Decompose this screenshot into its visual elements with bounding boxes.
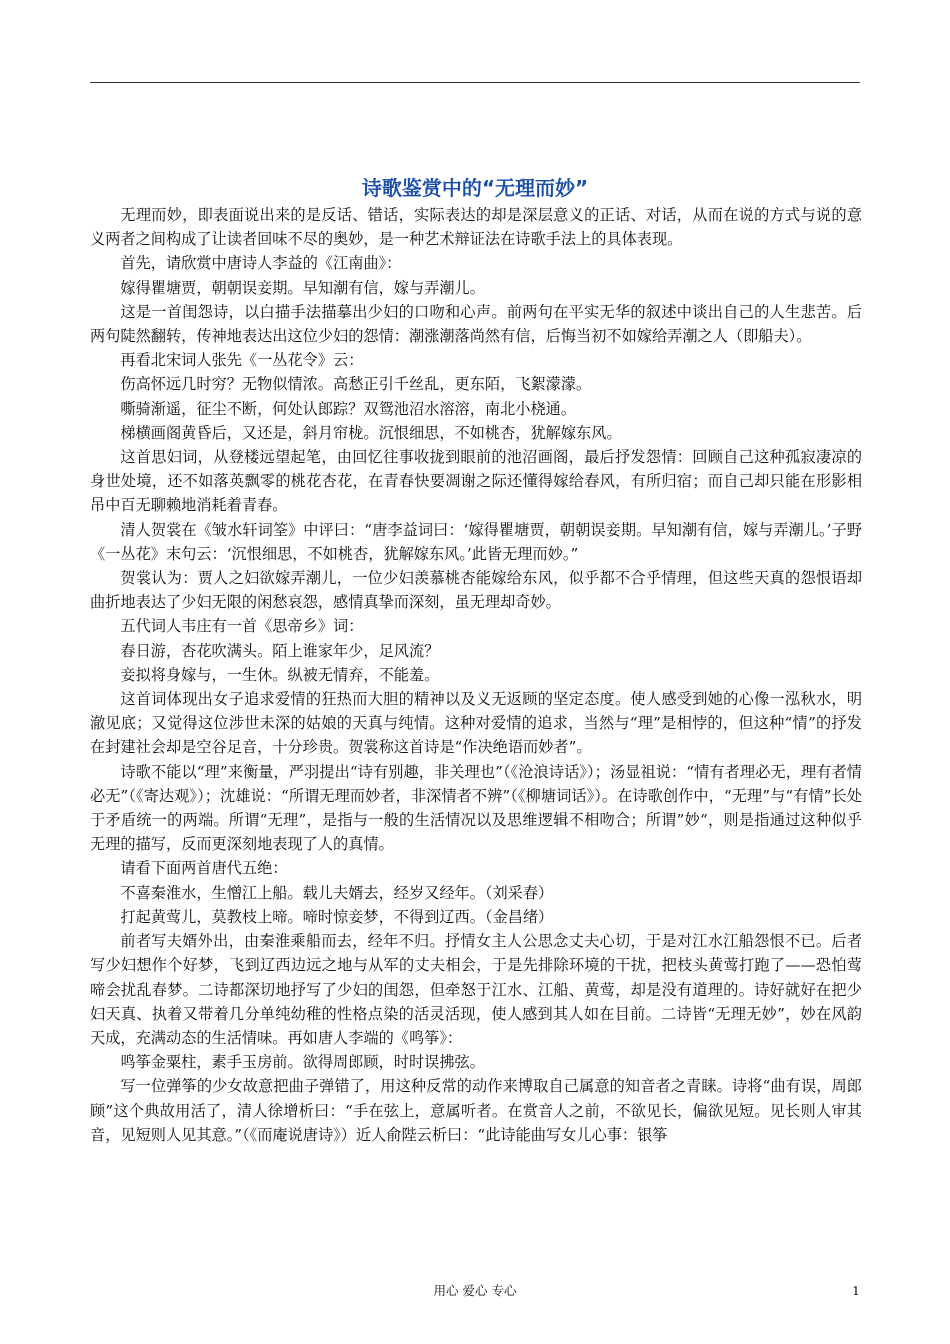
- paragraph: 前者写夫婿外出，由秦淮乘船而去，经年不归。抒情女主人公思念丈夫心切，于是对江水江船怨恨不已。后者写少妇想作个好梦，飞到辽西边远之地与从军的丈夫相会，于是先排除环境的干扰，把枝头黄莺打跑了——恐怕莺啼会扰乱春梦。二诗都深切地抒写了少妇的闺怨，但牵怒于江水、江船、黄莺，却是没有道理的。诗好就好在把少妇天真、执着又带着几分单纯幼稚的性格点染的活灵活现，使人感到其人如在目前。二诗皆“无理无妙”，妙在风韵天成，充满动态的生活情味。再如唐人李端的《鸣筝》：: [90, 932, 862, 1047]
- header-rule: [90, 82, 860, 83]
- poem-line: 不喜秦淮水，生憎江上船。载儿夫婿去，经岁又经年。（刘采春）: [120, 883, 554, 902]
- poem-line: 鸣筝金粟柱，素手玉房前。欲得周郎顾，时时误拂弦。: [120, 1053, 485, 1072]
- paragraph: 请看下面两首唐代五绝：: [120, 859, 288, 878]
- paragraph: 首先，请欣赏中唐诗人李益的《江南曲》：: [120, 254, 402, 273]
- poem-line: 妾拟将身嫁与，一生休。纵被无情弃，不能羞。: [120, 665, 440, 684]
- paragraph: 这首思妇词，从登楼远望起笔，由回忆往事收拢到眼前的池沼画阁，最后抒发怨情：回顾自己这种孤寂凄凉的身世处境，还不如落英飘零的桃花杏花，在青春快要凋谢之际还懂得嫁给春风，有所归宿；而自己却只能在形影相吊中百无聊赖地消耗着青春。: [90, 448, 862, 515]
- paragraph: 无理而妙，即表面说出来的是反话、错话，实际表达的却是深层意义的正话、对话，从而在说的方式与说的意义两者之间构成了让读者回味不尽的奥妙，是一种艺术辩证法在诗歌手法上的具体表现。: [90, 206, 862, 249]
- poem-line: 嘶骑渐遥，征尘不断，何处认郎踪？双鸳池沼水溶溶，南北小桡通。: [120, 399, 577, 418]
- paragraph: 这是一首闺怨诗，以白描手法描摹出少妇的口吻和心声。前两句在平实无华的叙述中谈出自己的人生悲苦。后两句陡然翻转，传神地表达出这位少妇的怨情：潮涨潮落尚然有信，后悔当初不如嫁给弄潮之人（即船夫）。: [90, 302, 862, 346]
- paragraph: 再看北宋词人张先《一丛花令》云：: [120, 351, 364, 370]
- paragraph: 贺裳认为：贾人之妇欲嫁弄潮儿，一位少妇羡慕桃杏能嫁给东风，似乎都不合乎情理，但这些天真的怨恨语却曲折地表达了少妇无限的闲愁哀怨，感情真挚而深刻，虽无理却奇妙。: [90, 569, 862, 612]
- poem-line: 梯横画阁黄昏后，又还是，斜月帘栊。沉恨细思，不如桃杏，犹解嫁东风。: [120, 423, 622, 442]
- document-body: [90, 203, 862, 1147]
- poem-line: 嫁得瞿塘贾，朝朝误妾期。早知潮有信，嫁与弄潮儿。: [120, 278, 485, 297]
- document-title: 诗歌鉴赏中的“无理而妙”: [361, 176, 589, 200]
- poem-line: 伤高怀远几时穷？无物似情浓。高愁正引千丝乱，更东陌，飞絮濛濛。: [120, 375, 592, 394]
- paragraph: 写一位弹筝的少女故意把曲子弹错了，用这种反常的动作来博取自己属意的知音者之青睐。诗将“曲有误，周郎顾”这个典故用活了，清人徐增析曰：“手在弦上，意属听者。在赏音人之前，不欲见长，偏欲见短。见长则人审其音，见短则人见其意。”（《而庵说唐诗》）近人俞陛云析曰：“此诗能曲写女儿心事：银筝: [90, 1077, 862, 1144]
- page-number: 1: [852, 1283, 860, 1298]
- poem-line: 春日游，杏花吹满头。陌上谁家年少，足风流？: [120, 641, 440, 660]
- paragraph: 清人贺裳在《皱水轩词筌》中评曰：“唐李益词曰：‘嫁得瞿塘贾，朝朝误妾期。早知潮有信，嫁与弄潮儿。’子野《一丛花》末句云：‘沉恨细思，不如桃杏，犹解嫁东风。’此皆无理而妙。”: [90, 520, 862, 563]
- poem-line: 打起黄莺儿，莫教枝上啼。啼时惊妾梦，不得到辽西。（金昌绪）: [120, 907, 554, 926]
- footer-motto: 用心 爱心 专心: [433, 1283, 517, 1298]
- paragraph: 诗歌不能以“理”来衡量，严羽提出“诗有别趣，非关理也”（《沧浪诗话》）；汤显祖说：“情有者理必无，理有者情必无”（《寄达观》）；沈雄说：“所谓无理而妙者，非深情者不辨”（《柳塘词话》）。在诗歌创作中，“无理”与“有情”长处于矛盾统一的两端。所谓“无理”，是指与一般的生活情况以及思维逻辑不相吻合；所谓”妙“，则是指通过这种似乎无理的描写，反而更深刻地表现了人的真情。: [90, 762, 862, 854]
- paragraph: 这首词体现出女子追求爱情的狂热而大胆的精神以及义无返顾的坚定态度。使人感受到她的心像一泓秋水，明澈见底；又觉得这位涉世未深的姑娘的天真与纯情。这种对爱情的追求，当然与“理”是相悖的，但这种“情”的抒发在封建社会却是空谷足音，十分珍贵。贺裳称这首诗是“作决绝语而妙者”。: [90, 690, 862, 757]
- paragraph: 五代词人韦庄有一首《思帝乡》词：: [120, 617, 364, 636]
